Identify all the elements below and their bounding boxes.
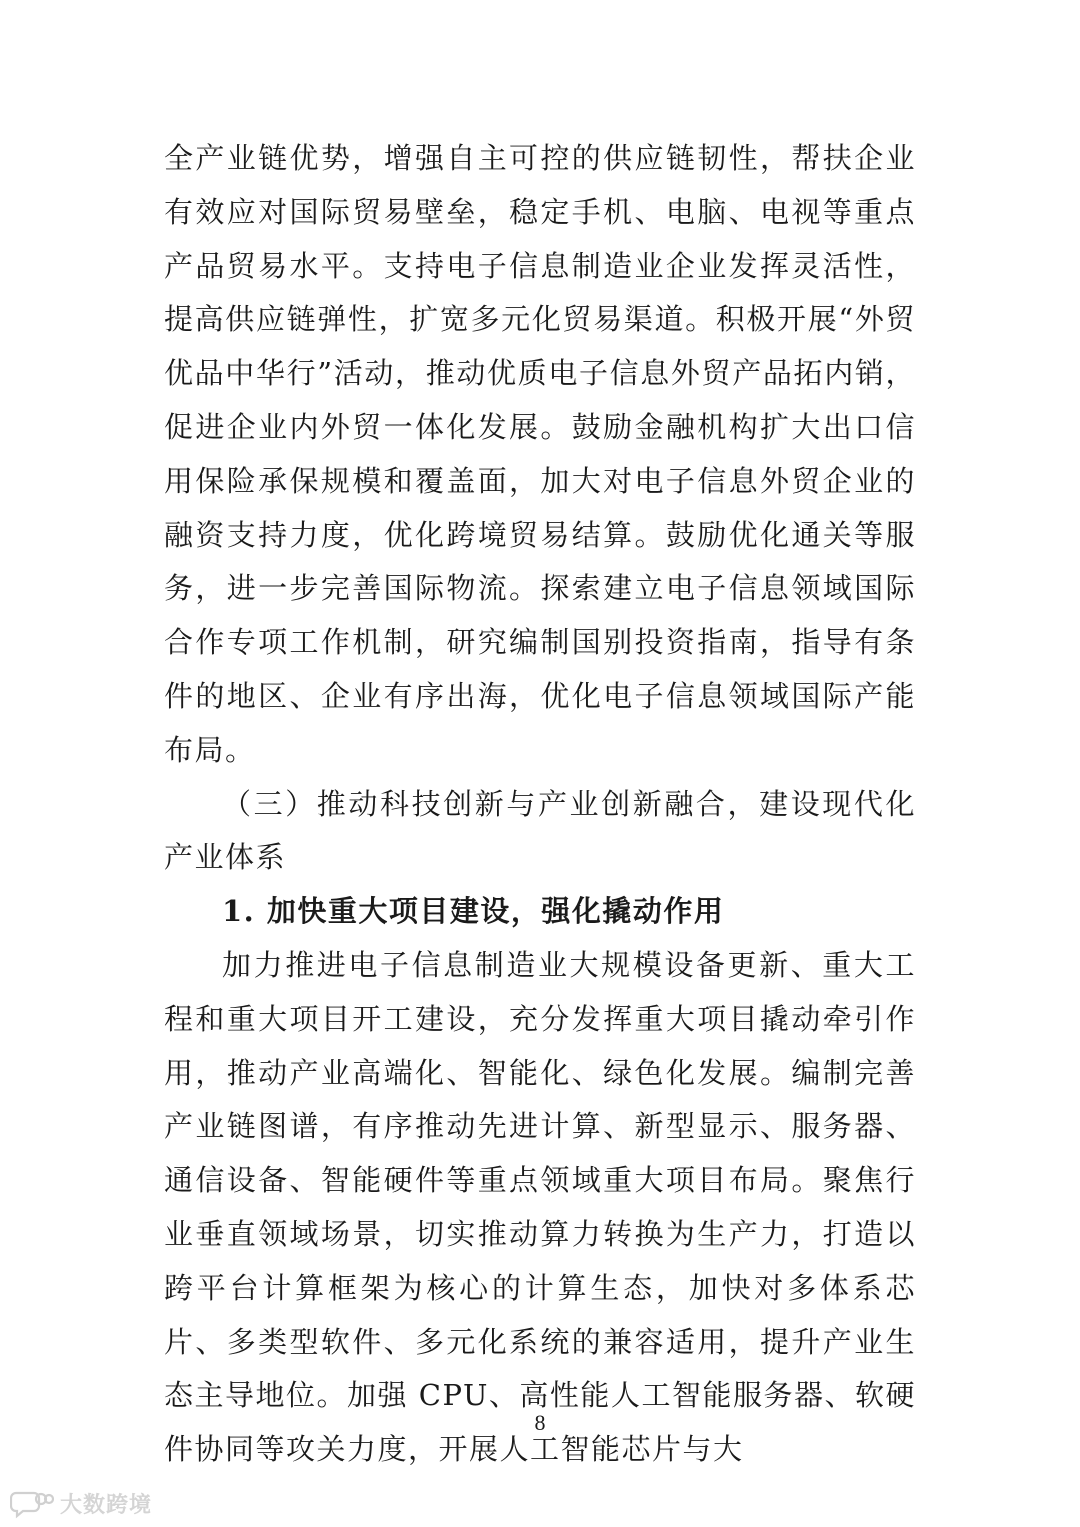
- page-number: 8: [534, 1410, 546, 1435]
- watermark: [10, 1488, 152, 1519]
- document-body: [164, 132, 916, 1477]
- watermark-text: 大数跨境: [60, 1493, 153, 1518]
- paragraph-continued: 全产业链优势，增强自主可控的供应链韧性，帮扶企业有效应对国际贸易壁垒，稳定手机、电脑、电视等重点产品贸易水平。支持电子信息制造业企业发挥灵活性，提高供应链弹性，扩宽多元化贸易渠道。积极开展“外贸优品中华行”活动，推动优质电子信息外贸产品拓内销，促进企业内外贸一体化发展。鼓励金融机构扩大出口信用保险承保规模和覆盖面，加大对电子信息外贸企业的融资支持力度，优化跨境贸易结算。鼓励优化通关等服务，进一步完善国际物流。探索建立电子信息领域国际合作专项工作机制，研究编制国别投资指南，指导有条件的地区、企业有序出海，优化电子信息领域国际产能布局。: [164, 141, 916, 767]
- subsection-heading: 1. 加快重大项目建设，强化撬动作用: [222, 894, 725, 929]
- paragraph-body: 加力推进电子信息制造业大规模设备更新、重大工程和重大项目开工建设，充分发挥重大项目撬动牵引作用，推动产业高端化、智能化、绿色化发展。编制完善产业链图谱，有序推动先进计算、新型显示、服务器、通信设备、智能硬件等重点领域重大项目布局。聚焦行业垂直领域场景，切实推动算力转换为生产力，打造以跨平台计算框架为核心的计算生态，加快对多体系芯片、多类型软件、多元化系统的兼容适用，提升产业生态主导地位。加强 CPU、高性能人工智能服务器、软硬件协同等攻关力度，开展人工智能芯片与大: [164, 947, 916, 1467]
- chat-bubble-logo-icon: [10, 1489, 54, 1519]
- section-heading: （三）推动科技创新与产业创新融合，建设现代化产业体系: [164, 786, 916, 875]
